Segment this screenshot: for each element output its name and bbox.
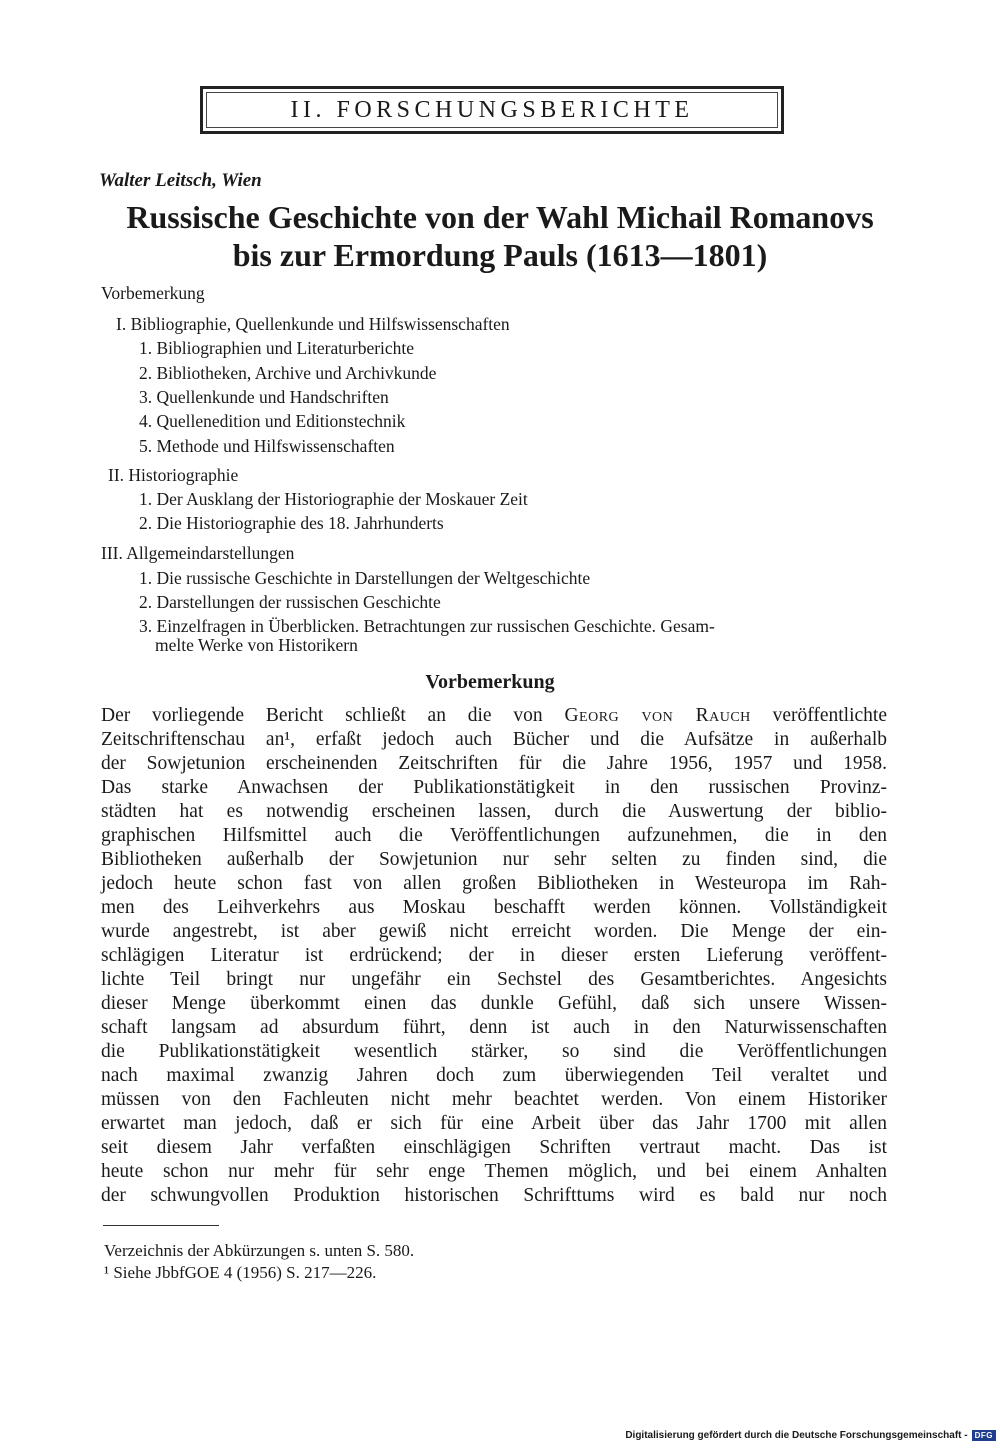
digitization-credit [625,1430,996,1441]
article-title-line-2: bis zur Ermordung Pauls (1613—1801) [232,237,768,273]
body-line: dieser Menge überkommt einen das dunkle Gefühl, daß sich unsere Wissen- [101,993,887,1014]
body-paragraph [101,704,887,1208]
digitization-note: Digitalisierung gefördert durch die Deutsche Forschungsgemeinschaft - [625,1430,968,1441]
article-title-line-1: Russische Geschichte von der Wahl Michail Romanovs [126,199,874,235]
toc-entry: 3. Quellenkunde und Handschriften [139,387,389,407]
footnote: ¹ Siehe JbbfGOE 4 (1956) S. 217—226. [104,1263,377,1282]
toc-entry: melte Werke von Historikern [155,635,358,655]
body-line: heute schon nur mehr für sehr enge Themen möglich, und bei einem Anhalten [101,1161,887,1182]
body-line: wurde angestrebt, ist aber gewiß nicht erreicht worden. Die Menge der ein- [101,921,887,942]
author-line: Walter Leitsch, Wien [99,170,262,191]
body-line: Das starke Anwachsen der Publikationstätigkeit in den russischen Provinz- [101,777,887,798]
toc-entry: 2. Bibliotheken, Archive und Archivkunde [139,363,437,383]
toc-entry: 1. Die russische Geschichte in Darstellungen der Weltgeschichte [139,568,591,588]
body-line: der schwungvollen Produktion historischen Schrifttums wird es bald nur noch [101,1185,887,1206]
body-line: schaft langsam ad absurdum führt, denn ist auch in den Naturwissenschaften [101,1017,887,1038]
body-line: men des Leihverkehrs aus Moskau beschafft werden können. Vollständigkeit [101,897,887,918]
body-line: graphischen Hilfsmittel auch die Veröffentlichungen aufzunehmen, die in den [101,825,887,846]
body-line: schlägigen Literatur ist erdrückend; der in dieser ersten Lieferung veröffent- [101,945,887,966]
subsection-heading: Vorbemerkung [425,671,555,693]
dfg-logo: DFG [972,1430,996,1441]
toc-entry: 5. Methode und Hilfswissenschaften [139,436,395,456]
toc-entry: 2. Die Historiographie des 18. Jahrhunderts [139,513,444,533]
toc-entry: I. Bibliographie, Quellenkunde und Hilfswissenschaften [116,314,510,334]
body-line: die Publikationstätigkeit wesentlich stärker, so sind die Veröffentlichungen [101,1041,887,1062]
section-heading-box [200,86,784,134]
body-line: städten hat es notwendig erscheinen lassen, durch die Auswertung der biblio- [101,801,887,822]
body-line: lichte Teil bringt nur ungefähr ein Sechstel des Gesamtberichtes. Angesichts [101,969,887,990]
body-line: Zeitschriftenschau an¹, erfaßt jedoch auch Bücher und die Aufsätze in außerhalb [101,729,887,750]
toc-entry: II. Historiographie [108,465,239,485]
toc-entry: Vorbemerkung [101,283,205,303]
body-line: jedoch heute schon fast von allen großen Bibliotheken in Westeuropa im Rah- [101,873,887,894]
footnote-divider [103,1225,219,1226]
toc-entry: 4. Quellenedition und Editionstechnik [139,411,406,431]
toc-entry: 1. Der Ausklang der Historiographie der Moskauer Zeit [139,489,528,509]
toc-entry: 3. Einzelfragen in Überblicken. Betrachtungen zur russischen Geschichte. Gesam- [139,616,715,636]
body-line: nach maximal zwanzig Jahren doch zum überwiegenden Teil veraltet und [101,1065,887,1086]
toc-entry: 1. Bibliographien und Literaturberichte [139,338,415,358]
toc-entry: 2. Darstellungen der russischen Geschichte [139,592,441,612]
cited-author: Georg von Rauch [564,705,751,726]
body-line: Bibliotheken außerhalb der Sowjetunion nur sehr selten zu finden sind, die [101,849,887,870]
toc-entry: III. Allgemeindarstellungen [101,543,295,563]
body-line-1: Der vorliegende Bericht schließt an die von Georg von Rauch veröffentlichte [101,705,887,726]
body-line: der Sowjetunion erscheinenden Zeitschriften für die Jahre 1956, 1957 und 1958. [101,753,887,774]
body-line: müssen von den Fachleuten nicht mehr beachtet werden. Von einem Historiker [101,1089,887,1110]
body-line: erwartet man jedoch, daß er sich für eine Arbeit über das Jahr 1700 mit allen [101,1113,887,1134]
section-heading: II. FORSCHUNGSBERICHTE [290,96,694,123]
footnotes [104,1240,414,1284]
footnote: Verzeichnis der Abkürzungen s. unten S. 580. [104,1241,415,1260]
article-title [0,198,1000,274]
body-line: seit diesem Jahr verfaßten einschlägigen Schriften vertraut macht. Das ist [101,1137,887,1158]
